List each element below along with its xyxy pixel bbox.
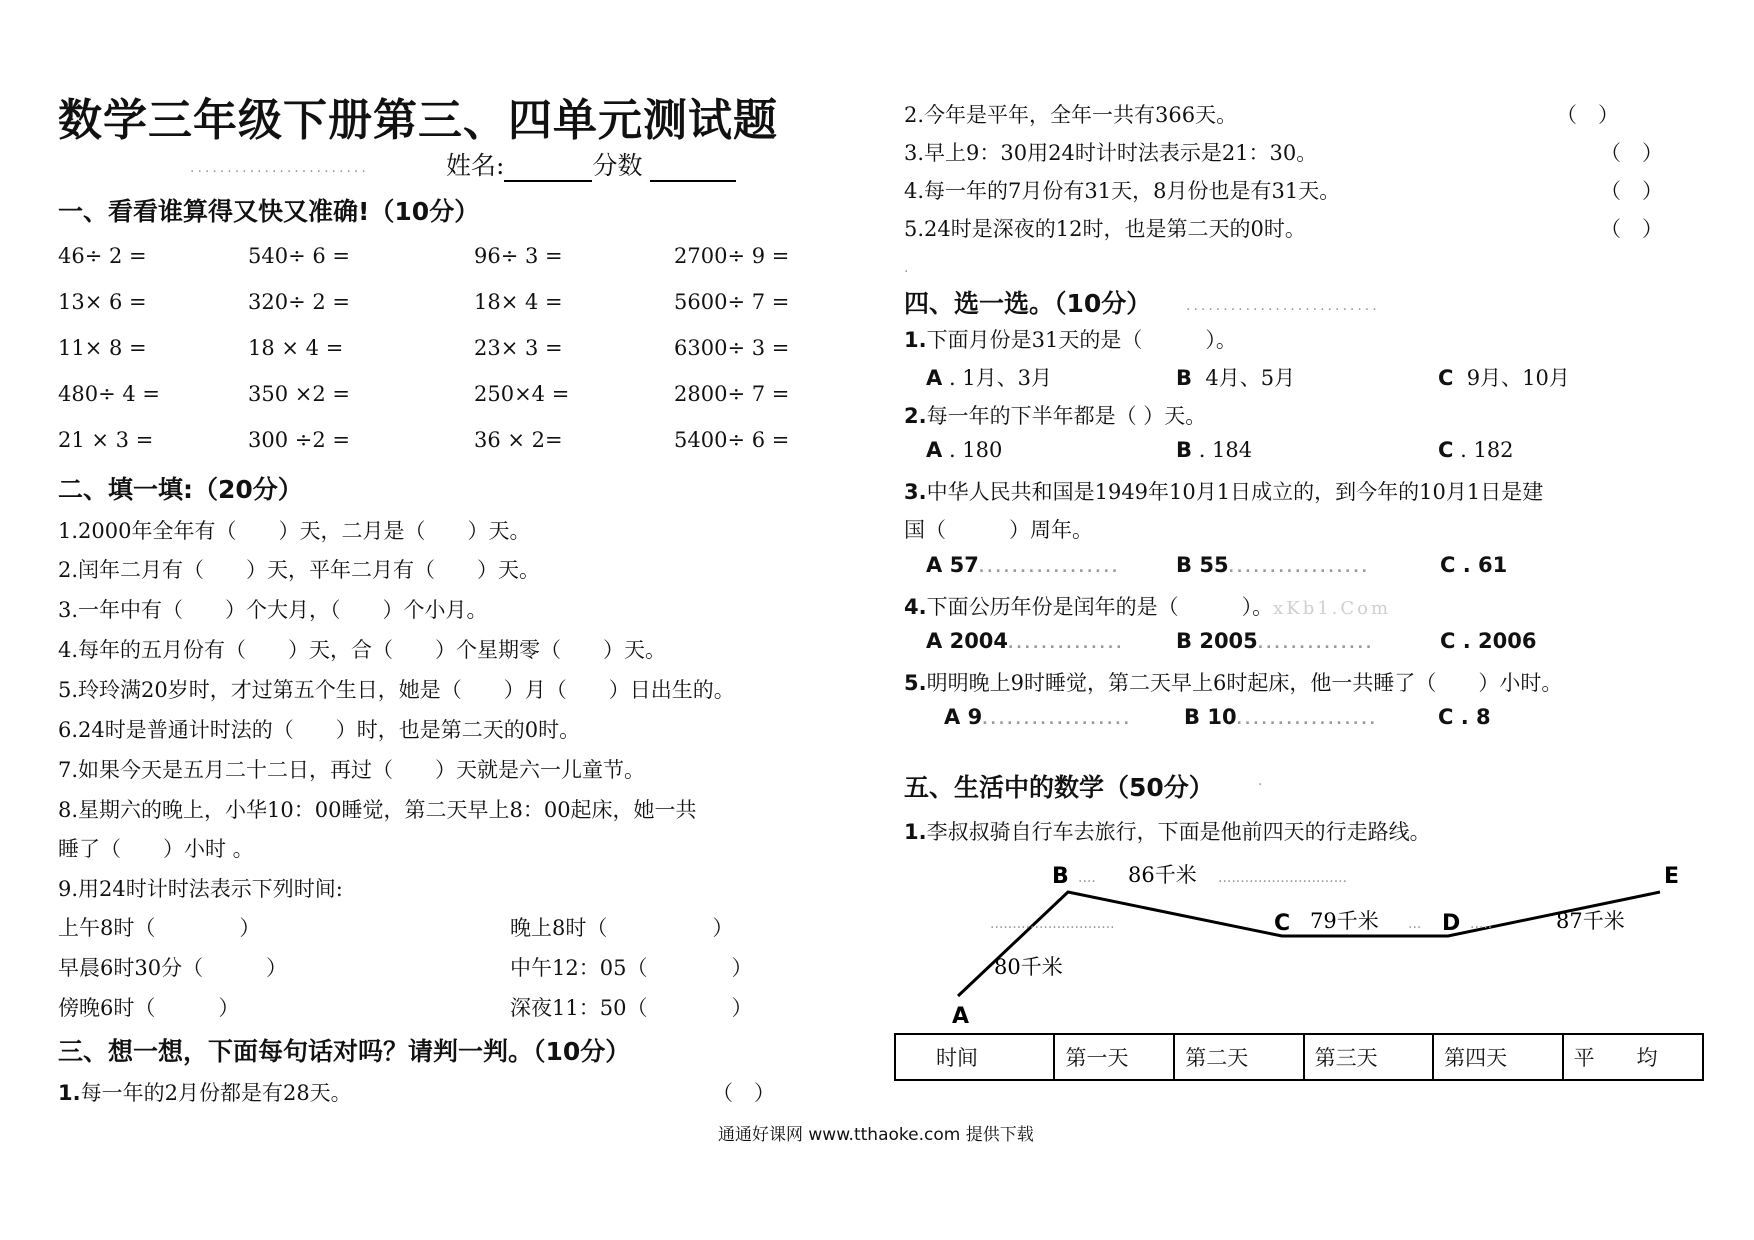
judge-num: 1.	[58, 1081, 81, 1105]
calc-item: 23× 3 =	[474, 336, 563, 360]
point-label: C	[1274, 911, 1291, 936]
question-text: 李叔叔骑自行车去旅行，下面是他前四天的行走路线。	[926, 820, 1431, 844]
time-item: 傍晚6时（ ）	[58, 996, 240, 1020]
distance-label: 86千米	[1128, 863, 1197, 887]
point-label: D	[1442, 911, 1461, 936]
table-header: 第二天	[1174, 1034, 1303, 1080]
judge-paren[interactable]: （ ）	[1556, 103, 1619, 127]
point-label: E	[1664, 864, 1680, 889]
question-text: 明明晚上9时睡觉，第二天早上6时起床，他一共睡了（ ）小时。	[926, 671, 1563, 695]
judge-item: 5.24时是深夜的12时，也是第二天的0时。	[904, 217, 1306, 241]
svg-text:....: ....	[1078, 870, 1096, 886]
judge-paren[interactable]: （ ）	[1600, 141, 1663, 165]
calc-item: 5600÷ 7 =	[674, 290, 790, 314]
distance-label: 87千米	[1556, 909, 1625, 933]
time-item: 早晨6时30分（ ）	[58, 956, 288, 980]
option-c[interactable]: C . 61	[1440, 553, 1508, 577]
calc-item: 18× 4 =	[474, 290, 563, 314]
question-text-cont: 国（ ）周年。	[904, 518, 1093, 542]
calc-item: 5400÷ 6 =	[674, 428, 790, 452]
section3-heading: 三、想一想，下面每句话对吗？请判一判。（10分）	[58, 1037, 631, 1066]
calc-item: 11× 8 =	[58, 336, 147, 360]
option-b[interactable]: B . 184	[1176, 438, 1253, 462]
table-header: 时间	[895, 1034, 1054, 1080]
option-b[interactable]: B 4月、5月	[1176, 366, 1296, 390]
fill-item: 睡了（ ）小时 。	[58, 837, 254, 861]
option-b[interactable]: B 10.................	[1184, 705, 1378, 729]
table-header: 第三天	[1304, 1034, 1433, 1080]
table-header: 第一天	[1054, 1034, 1174, 1080]
calc-item: 36 × 2=	[474, 428, 563, 452]
judge-paren[interactable]: （ ）	[1600, 217, 1663, 241]
judge-item: 2.今年是平年，全年一共有366天。	[904, 103, 1238, 127]
time-item: 上午8时（ ）	[58, 916, 261, 940]
judge-item: 4.每一年的7月份有31天，8月份也是有31天。	[904, 179, 1341, 203]
svg-text:...: ...	[1408, 916, 1422, 932]
calc-item: 18 × 4 =	[248, 336, 344, 360]
calc-item: 21 × 3 =	[58, 428, 154, 452]
footer-credit: 通通好课网 www.tthaoke.com 提供下载	[718, 1125, 1034, 1145]
calc-item: 320÷ 2 =	[248, 290, 350, 314]
option-a[interactable]: A 9..................	[944, 705, 1132, 729]
time-item: 晚上8时（ ）	[510, 916, 734, 940]
calc-item: 96÷ 3 =	[474, 244, 563, 268]
fill-item: 7.如果今天是五月二十二日，再过（ ）天就是六一儿童节。	[58, 758, 646, 782]
question-num: 3.	[904, 480, 927, 504]
option-a[interactable]: A 2004..............	[926, 629, 1125, 653]
question-num: 1.	[904, 328, 927, 352]
svg-text:.: .	[904, 260, 909, 276]
option-c[interactable]: C . 8	[1438, 705, 1491, 729]
question-num: 5.	[904, 671, 927, 695]
calc-item: 300 ÷2 =	[248, 428, 350, 452]
calc-item: 13× 6 =	[58, 290, 147, 314]
fill-item: 2.闰年二月有（ ）天，平年二月有（ ）天。	[58, 558, 541, 582]
fill-item: 8.星期六的晚上，小华10：00睡觉，第二天早上8：00起床，她一共	[58, 798, 697, 822]
section4-heading: 四、选一选。（10分）	[904, 289, 1152, 318]
distance-label: 80千米	[994, 955, 1063, 979]
fill-item: 6.24时是普通计时法的（ ）时，也是第二天的0时。	[58, 718, 581, 742]
question-text: 每一年的下半年都是（ ）天。	[926, 404, 1207, 428]
option-a[interactable]: A . 1月、3月	[926, 366, 1053, 390]
section5-heading: 五、生活中的数学（50分）	[904, 773, 1214, 802]
point-label: B	[1052, 864, 1069, 889]
svg-text:.............................: .............................	[1218, 870, 1348, 886]
distance-label: 79千米	[1310, 909, 1379, 933]
fill-item: 4.每年的五月份有（ ）天，合（ ）个星期零（ ）天。	[58, 638, 667, 662]
option-a[interactable]: A . 180	[926, 438, 1003, 462]
calc-item: 2800÷ 7 =	[674, 382, 790, 406]
judge-text: 每一年的2月份都是有28天。	[80, 1081, 352, 1105]
fill-item: 5.玲玲满20岁时，才过第五个生日，她是（ ）月（ ）日出生的。	[58, 678, 735, 702]
question-num: 4.	[904, 595, 927, 619]
option-c[interactable]: C . 182	[1438, 438, 1514, 462]
fill-item: 1.2000年全年有（ ）天，二月是（ ）天。	[58, 519, 531, 543]
calc-item: 250×4 =	[474, 382, 570, 406]
svg-text:.: .	[1258, 773, 1263, 789]
calc-item: 2700÷ 9 =	[674, 244, 790, 268]
time-item: 中午12：05（ ）	[510, 956, 753, 980]
fill-item: 3.一年中有（ ）个大月，（ ）个小月。	[58, 598, 488, 622]
option-c[interactable]: C 9月、10月	[1438, 366, 1570, 390]
fill-item: 9.用24时计时法表示下列时间:	[58, 877, 343, 901]
watermark: xKb1.Com	[1273, 598, 1392, 619]
name-label: 姓名:	[446, 151, 505, 180]
judge-paren[interactable]: （ ）	[1600, 179, 1663, 203]
section1-heading: 一、看看谁算得又快又准确!（10分）	[58, 197, 480, 226]
table-header: 第四天	[1433, 1034, 1562, 1080]
calc-item: 480÷ 4 =	[58, 382, 160, 406]
section2-heading: 二、填一填:（20分）	[58, 475, 303, 504]
time-item: 深夜11：50（ ）	[510, 996, 753, 1020]
page-title: 数学三年级下册第三、四单元测试题	[58, 95, 778, 146]
judge-item: 3.早上9：30用24时计时法表示是21：30。	[904, 141, 1318, 165]
svg-text:............................: ............................	[990, 916, 1115, 932]
route-line	[958, 892, 1660, 996]
option-b[interactable]: B 55.................	[1176, 553, 1370, 577]
svg-text:.....: .....	[1470, 916, 1493, 932]
table-header: 平 均	[1563, 1034, 1703, 1080]
calc-item: 46÷ 2 =	[58, 244, 147, 268]
dotted-leader: ........................	[190, 160, 369, 176]
calc-item: 350 ×2 =	[248, 382, 350, 406]
dotted-leader: ..........................	[1186, 298, 1380, 314]
calc-item: 6300÷ 3 =	[674, 336, 790, 360]
question-text: 下面月份是31天的是（ ）。	[926, 328, 1237, 352]
score-label: 分数	[592, 151, 643, 180]
daily-distance-table	[894, 1033, 1704, 1081]
point-label: A	[952, 1004, 970, 1029]
table-row	[895, 1034, 1703, 1080]
option-a[interactable]: A 57.................	[926, 553, 1121, 577]
question-num: 1.	[904, 820, 927, 844]
question-text: 下面公历年份是闰年的是（ ）。	[926, 595, 1274, 619]
judge-paren[interactable]: （ ）	[712, 1081, 775, 1105]
question-text: 中华人民共和国是1949年10月1日成立的，到今年的10月1日是建	[926, 480, 1544, 504]
option-b[interactable]: B 2005..............	[1176, 629, 1375, 653]
calc-item: 540÷ 6 =	[248, 244, 350, 268]
option-c[interactable]: C . 2006	[1440, 629, 1537, 653]
question-num: 2.	[904, 404, 927, 428]
